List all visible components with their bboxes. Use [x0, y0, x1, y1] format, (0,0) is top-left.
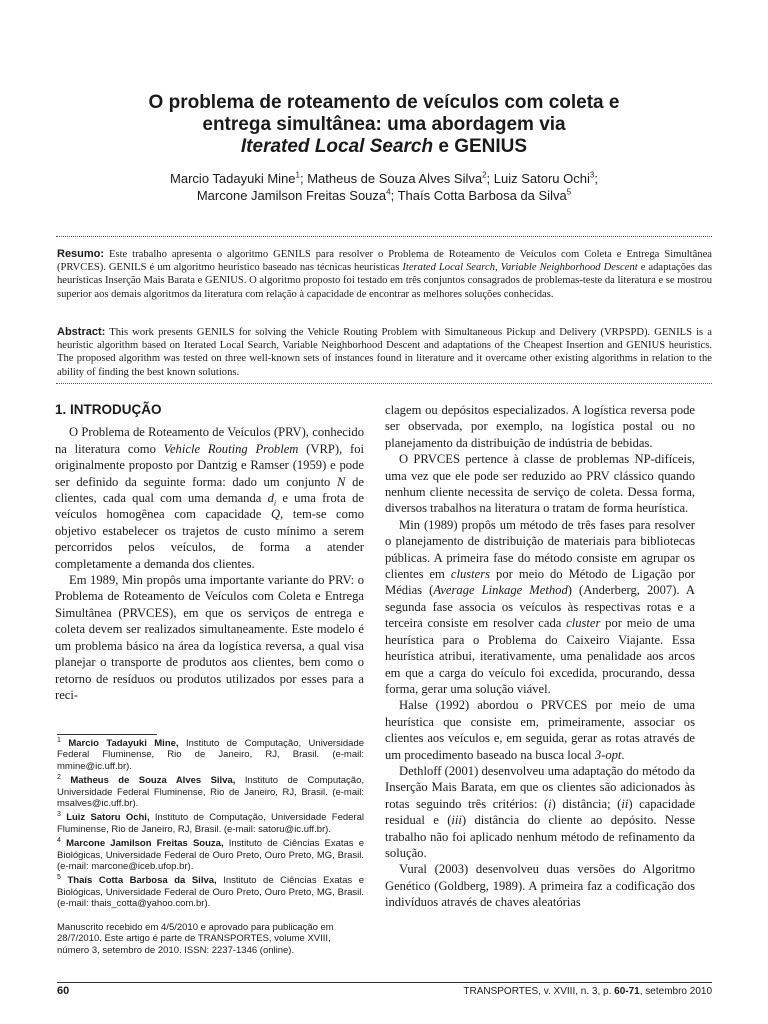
footnote-1-text: Instituto de Computação, Universidade Federal Fluminense, Rio de Janeiro, RJ, Brasil. (e-mail: mmine@ic.uff.br). — [57, 738, 365, 772]
author-3-sup: 3 — [589, 170, 595, 180]
right-paragraph-5 — [385, 763, 695, 861]
footnotes — [57, 738, 364, 913]
section-heading: 1. INTRODUÇÃO — [55, 402, 162, 417]
footnote-3-num: 3 — [57, 811, 61, 819]
right-paragraph-4 — [385, 697, 695, 763]
journal-citation — [463, 986, 712, 997]
paper-title — [60, 92, 708, 158]
p4-text-b: . — [621, 747, 625, 762]
p5-italic-iii: iii — [451, 813, 462, 828]
footnote-2-num: 2 — [57, 774, 61, 782]
footnote-4-text: Instituto de Ciências Exatas e Biológicas, Universidade Federal de Ouro Preto, Ouro Preto, MG, Brasil. (e-mail: marcone@iceb.ufop.br). — [57, 838, 365, 873]
footnote-rule — [57, 734, 157, 735]
resumo-block — [57, 248, 712, 301]
footnote-2-name: Matheus de Souza Alves Silva, — [70, 775, 236, 787]
footnote-4-name: Marcone Jamilson Freitas Souza, — [66, 838, 224, 850]
abstract-block — [57, 326, 712, 379]
author-2: ; Matheus de Souza Alves Silva — [299, 171, 483, 186]
footnote-5-num: 5 — [57, 874, 61, 882]
authors-line-2 — [60, 187, 708, 204]
p1-var-q: Q — [271, 507, 281, 522]
p4-text-a: Halse (1992) abordou o PRVCES por meio de uma heurística que consiste em, primeiramente, associar os clientes aos veículos e, em seguida, gerar as rotas através de um procedimento baseado na busca local — [385, 698, 695, 762]
author-3: ; Luiz Satoru Ochi — [486, 171, 590, 186]
abstract-label: Abstract: — [57, 326, 106, 338]
footnote-2-text: Instituto de Computação, Universidade Federal Fluminense, Rio de Janeiro, RJ, Brasil. (e-mail: msalves@ic.uff.br). — [57, 775, 364, 810]
abstract-text: This work presents GENILS for solving the Vehicle Routing Problem with Simultaneous Pickup and Delivery (VRPSPD). GENILS is a heuristic algorithm based on Iterated Local Search, Variable Neighborhood Descent and adaptations of the Cheapest Insertion and GENIUS heuristics. The proposed algorithm was tested on three well-known sets of instances found in literature and it overcame other existing algorithms in relation to the ability of finding the best known solutions. — [57, 327, 712, 378]
p1-var-n: N — [337, 474, 346, 489]
author-4: Marcone Jamilson Freitas Souza — [196, 188, 387, 203]
p5-text-c: ) capacidade residual e ( — [385, 796, 695, 828]
p3-text-d: por meio de uma heurística para o Problema do Caixeiro Viajante. Essa heurística atribui, iterativamente, uma penalidade aos arcos em que a carga do veículo foi excedida, procurando, dessa forma, gerar uma solução viável. — [385, 616, 695, 696]
title-line-3 — [60, 136, 708, 158]
author-1-sup: 1 — [295, 170, 300, 180]
p3-text-a: Min (1989) propôs um método de três fases para resolver o planejamento de distribuição de materiais para bibliotecas públicas. A primeira fase do método consiste em agrupar os clientes em — [385, 517, 695, 582]
footnote-1 — [57, 738, 364, 772]
footnote-1-name: Marcio Tadayuki Mine, — [68, 738, 179, 749]
footnote-2 — [57, 775, 364, 809]
p1-text-a: O Problema de Roteamento de Veículos (PRV), conhecido na literatura como — [55, 425, 364, 456]
p5-text-b: ) distância; ( — [551, 796, 622, 811]
resumo-text-1: Este trabalho apresenta o algoritmo GENILS para resolver o Problema de Roteamento de Veículos com Coleta e Entrega Simultânea (PRVCES). GENILS é um algoritmo heurístico baseado nas técnicas heurísticas — [57, 249, 712, 274]
p5-italic-ii: ii — [621, 796, 629, 811]
footnote-3-text: Instituto de Computação, Universidade Federal Fluminense, Rio de Janeiro, RJ, Brasil. (e-mail: satoru@ic.uff.br). — [57, 812, 364, 835]
author-2-sup: 2 — [482, 170, 487, 180]
right-paragraph-6: Vural (2003) desenvolveu duas versões do Algoritmo Genético (Goldberg, 1989). A primeira faz a codificação dos indivíduos através de chaves aleatórias — [385, 862, 695, 910]
footnote-5-text: Instituto de Ciências Exatas e Biológicas, Universidade Federal de Ouro Preto, Ouro Preto, MG, Brasil. (e-mail: thais_cotta@yahoo.com.br). — [57, 875, 365, 910]
p3-text-c: ) (Anderberg, 2007). A segunda fase associa os veículos às respectivas rotas e a terceira consiste em resolver cada — [385, 583, 695, 631]
resumo-italic: Iterated Local Search, Variable Neighborhood Descent — [402, 262, 638, 274]
journal-citation-a: TRANSPORTES, v. XVIII, n. 3, p. — [463, 986, 615, 997]
right-paragraph-1: clagem ou depósitos especializados. A logística reversa pode ser observada, por exemplo, na logística postal ou no planejamento da distribuição de indústria de bebidas. — [385, 403, 695, 450]
p1-text-f: , tem-se como objetivo estabelecer os trajetos de custo mínimo a serem percorridos pelos veículos, de forma a atender completamente a demanda dos clientes. — [55, 507, 364, 571]
title-line-1: O problema de roteamento de veículos com coleta e — [148, 92, 620, 113]
p1-var-d: d — [267, 491, 274, 506]
p1-text-e: e uma frota de veículos homogênea com capacidade — [55, 491, 364, 522]
p1-text-c: de clientes, cada qual com uma demanda — [55, 474, 364, 506]
journal-citation-b: , setembro 2010 — [639, 986, 712, 997]
left-column — [55, 402, 364, 703]
page-number: 60 — [57, 985, 70, 997]
p5-text-a: Dethloff (2001) desenvolveu uma adaptação do método da Inserção Mais Barata, em que os clientes são adicionados às rotas seguindo três critérios: ( — [385, 763, 695, 811]
footnote-4-num: 4 — [57, 837, 61, 845]
abstract-bottom-rule — [56, 383, 712, 384]
p3-italic-1: clusters — [450, 567, 491, 582]
author-5-sup: 5 — [566, 187, 572, 197]
p3-text-b: por meio do Método de Ligação por Médias ( — [385, 567, 695, 598]
p1-italic: Vehicle Routing Problem — [163, 441, 299, 456]
right-paragraph-2: O PRVCES pertence à classe de problemas NP-difíceis, uma vez que ele pode ser reduzido ao PRV clássico quando nenhum cliente necessita de serviço de coleta. Dessa forma, diversos trabalhos na literatura o tratam de forma heurística. — [385, 452, 695, 516]
p1-text-b: (VRP), foi originalmente proposto por Dantzig e Ramser (1959) e pode ser definido da seguinte forma: dado um conjunto — [55, 441, 364, 489]
resumo-label: Resumo: — [57, 248, 105, 260]
footnote-4 — [57, 838, 364, 872]
footnote-3 — [57, 812, 364, 835]
resumo-text-2: e adaptações das heurísticas Inserção Mais Barata e GENIUS. O algoritmo proposto foi testado em três conjuntos consagrados de problemas-teste da literatura e se mostrou superior aos demais algoritmos da literatura com relação à capacidade de encontrar as melhores soluções conhecidas. — [57, 262, 712, 300]
footnote-3-name: Luiz Satoru Ochi, — [66, 812, 150, 824]
abstract-top-rule — [56, 236, 712, 237]
author-sep: ; — [594, 171, 598, 186]
intro-paragraph-1 — [55, 424, 364, 572]
manuscript-received-note: Manuscrito recebido em 4/5/2010 e aprovado para publicação em 28/7/2010. Este artigo é parte de TRANSPORTES, volume XVIII, número 3, setembro de 2010. ISSN: 2237-1346 (online). — [57, 922, 334, 956]
right-column — [385, 402, 695, 911]
author-5: ; Thaís Cotta Barbosa da Silva — [390, 188, 567, 203]
author-4-sup: 4 — [386, 187, 391, 197]
p4-italic: 3-opt — [594, 747, 622, 762]
title-line-2: entrega simultânea: uma abordagem via — [202, 114, 566, 135]
footer-rule — [57, 982, 712, 983]
intro-paragraph-2: Em 1989, Min propôs uma importante variante do PRV: o Problema de Roteamento de Veículos com Coleta e Entrega Simultânea (PRVCES), em que os serviços de entrega e coleta devem ser realizados simultaneamente. Este modelo é um problema básico na área da logística reversa, a qual visa planejar o transporte de produtos aos clientes, bem como o retorno de resíduos ou produtos utilizados por esses para a reci- — [55, 573, 364, 702]
footnote-5-name: Thaís Cotta Barbosa da Silva, — [67, 875, 217, 887]
p1-var-i: i — [273, 498, 277, 508]
author-1: Marcio Tadayuki Mine — [170, 171, 296, 186]
p5-italic-i: i — [548, 796, 552, 811]
p3-italic-2: Average Linkage Method — [433, 583, 568, 598]
authors-line-1 — [60, 170, 708, 187]
p5-text-d: ) distância do cliente ao depósito. Nesse trabalho não foi aplicado nenhum método de refinamento da solução. — [385, 813, 695, 860]
title-italic-part: Iterated Local Search — [240, 136, 434, 157]
title-rest-part: e GENIUS — [433, 136, 528, 157]
footnote-5 — [57, 875, 364, 909]
author-list — [60, 170, 708, 204]
footnote-1-num: 1 — [57, 736, 61, 744]
journal-pages: 60-71 — [614, 986, 640, 997]
right-paragraph-3 — [385, 517, 695, 697]
p3-italic-3: cluster — [566, 616, 601, 631]
